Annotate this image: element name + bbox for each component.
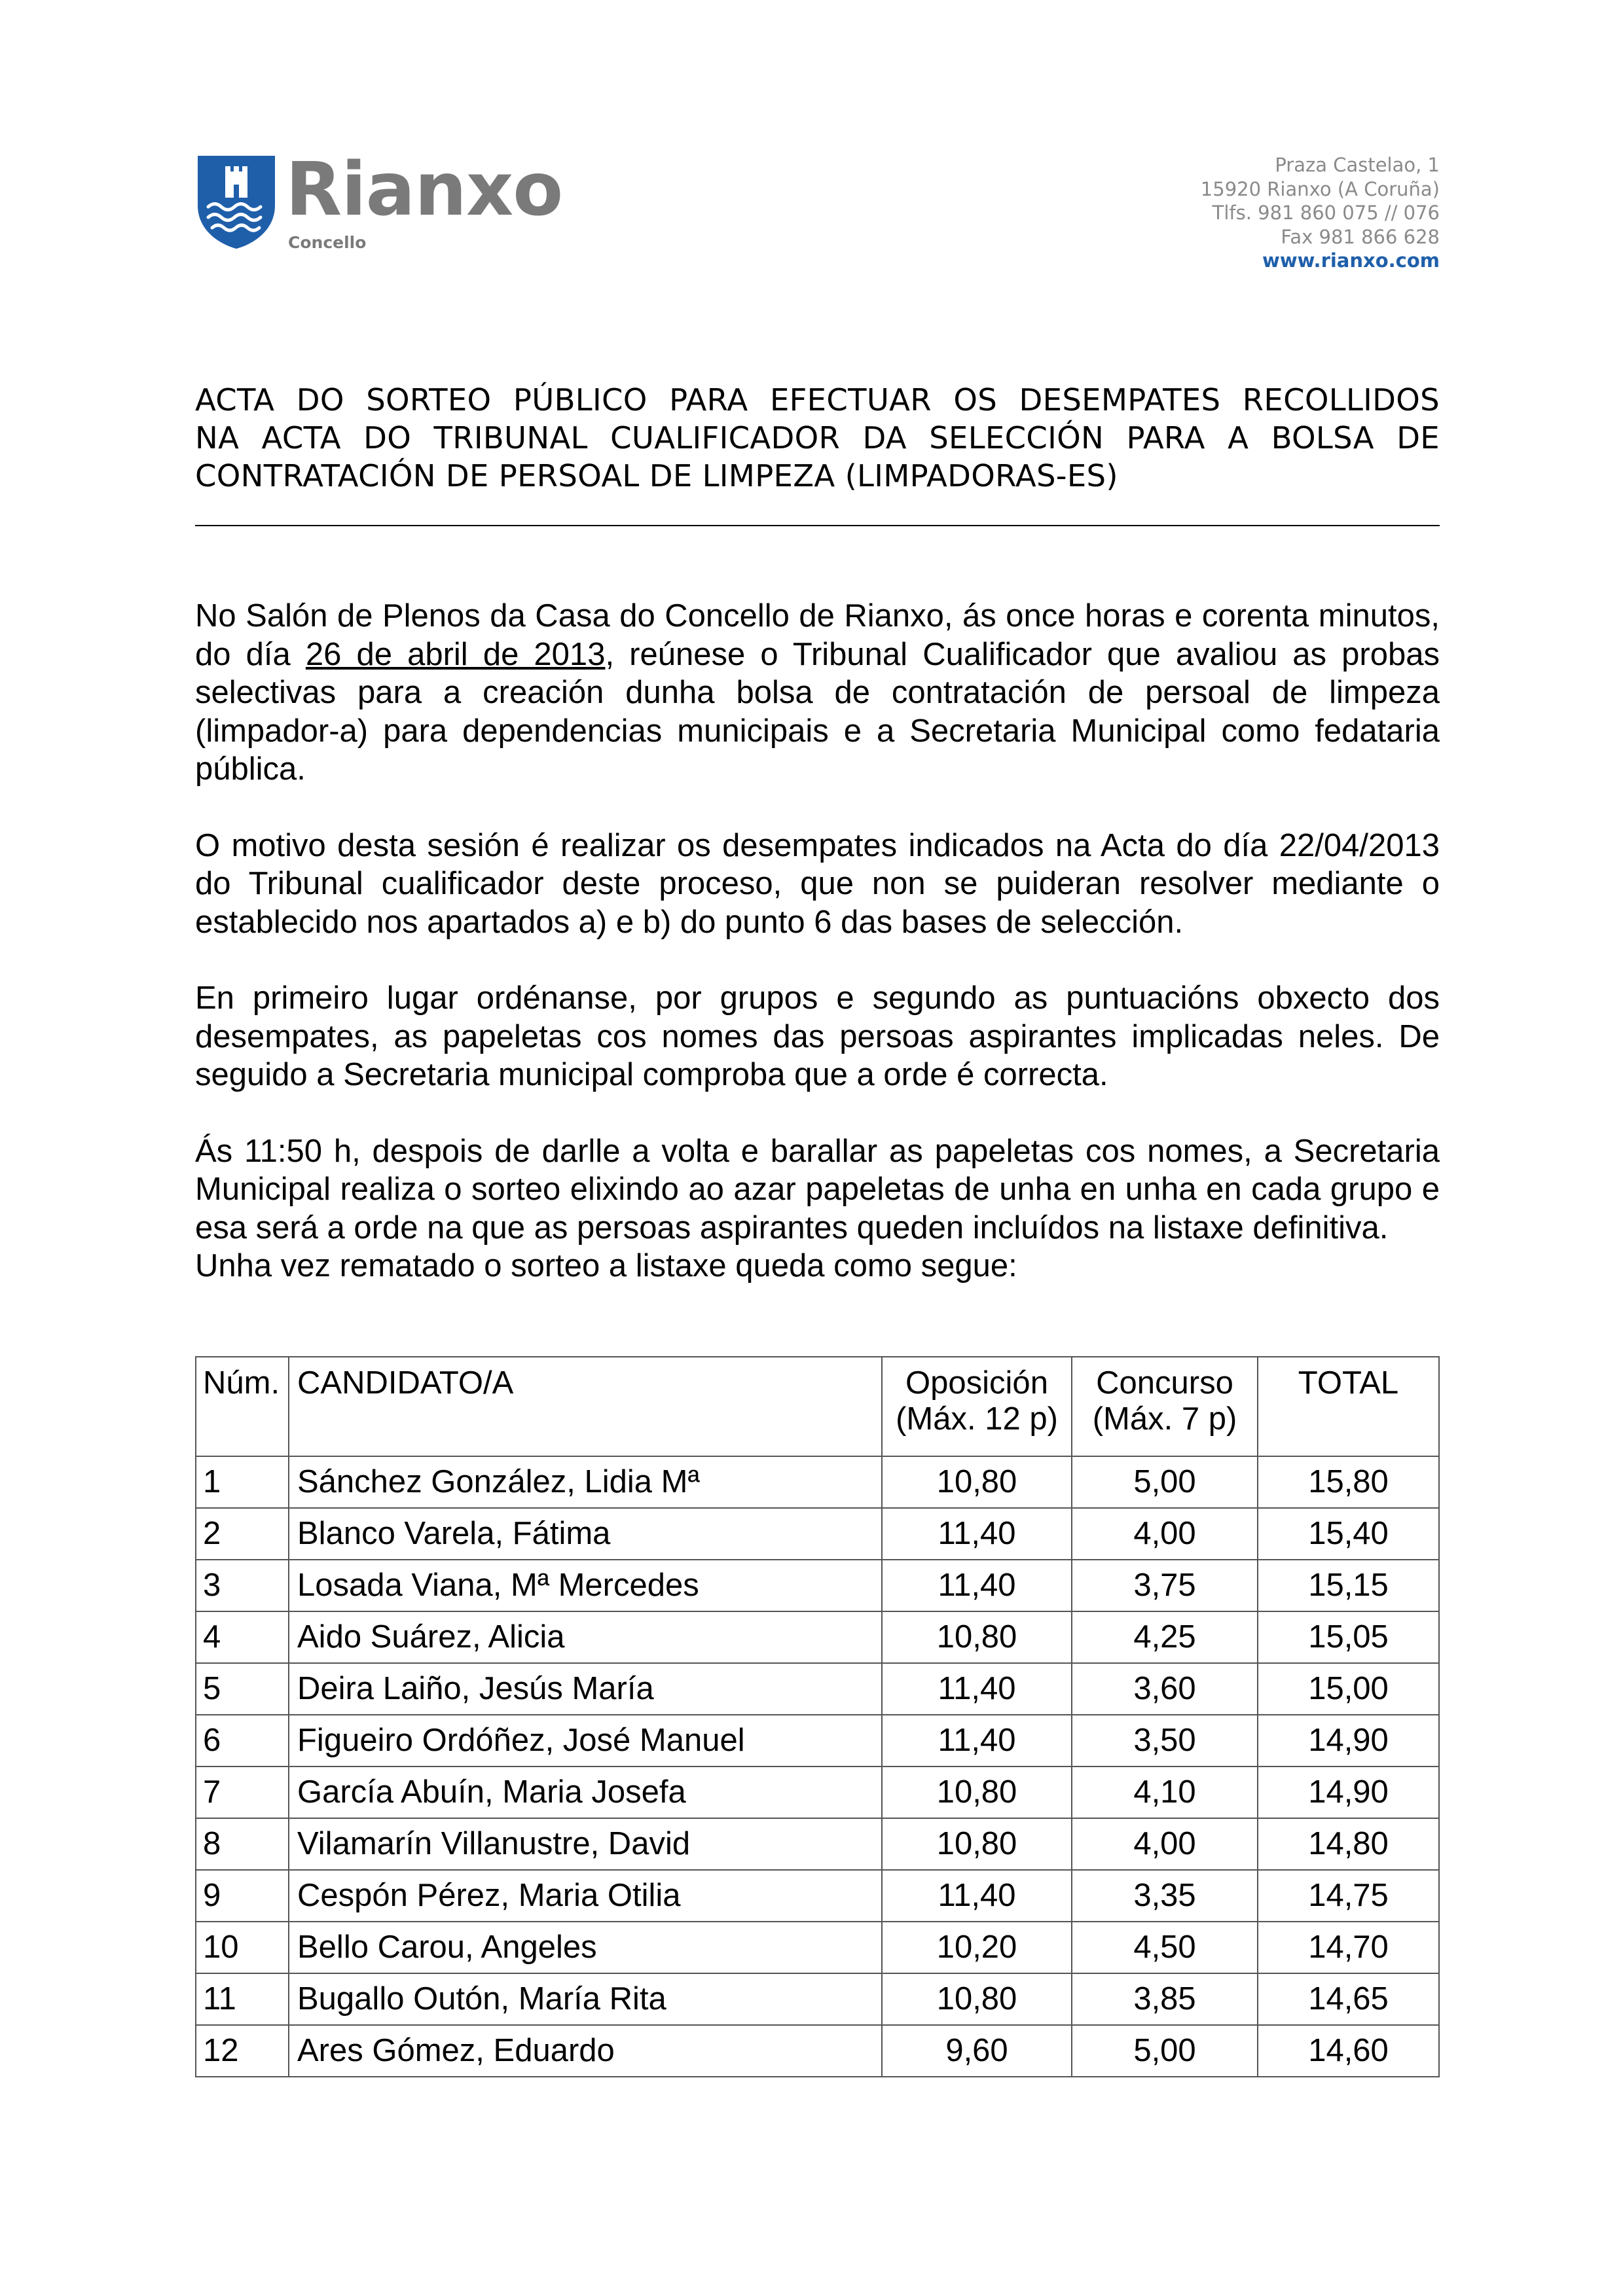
- cell-total: 14,90: [1258, 1767, 1439, 1818]
- document-title: [195, 381, 1440, 495]
- table-row: [196, 1870, 1439, 1922]
- logo-name: Rianxo: [285, 147, 563, 232]
- cell-oposicion: 10,80: [882, 1456, 1072, 1508]
- cell-candidate: Deira Laiño, Jesús María: [289, 1663, 882, 1715]
- cell-concurso: 5,00: [1072, 1456, 1258, 1508]
- table-row: [196, 1508, 1439, 1560]
- header-oposicion-max: (Máx. 12 p): [896, 1401, 1058, 1437]
- cell-concurso: 4,10: [1072, 1767, 1258, 1818]
- cell-concurso: 3,85: [1072, 1973, 1258, 2025]
- cell-total: 14,65: [1258, 1973, 1439, 2025]
- paragraph-1-start: No Salón de Plenos da Casa do Concello de Rianxo, ás once horas e corenta minutos, do día: [195, 598, 1440, 672]
- table-row: [196, 1560, 1439, 1611]
- cell-candidate: Sánchez González, Lidia Mª: [289, 1456, 882, 1508]
- cell-oposicion: 10,20: [882, 1922, 1072, 1973]
- title-divider: [195, 525, 1440, 526]
- header-oposicion-label: Oposición: [905, 1365, 1048, 1401]
- address-fax: Fax 981 866 628: [1281, 225, 1440, 248]
- cell-oposicion: 10,80: [882, 1767, 1072, 1818]
- cell-concurso: 4,00: [1072, 1508, 1258, 1560]
- cell-total: 15,80: [1258, 1456, 1439, 1508]
- session-date: 26 de abril de 2013: [305, 636, 606, 672]
- cell-oposicion: 11,40: [882, 1870, 1072, 1922]
- cell-oposicion: 11,40: [882, 1663, 1072, 1715]
- cell-candidate: Blanco Varela, Fátima: [289, 1508, 882, 1560]
- logo-subtitle: Concello: [288, 233, 367, 252]
- rianxo-shield-icon: [195, 152, 278, 250]
- cell-total: 15,05: [1258, 1611, 1439, 1663]
- cell-candidate: Aido Suárez, Alicia: [289, 1611, 882, 1663]
- cell-total: 14,60: [1258, 2025, 1439, 2077]
- cell-total: 15,00: [1258, 1663, 1439, 1715]
- cell-num: 1: [196, 1456, 289, 1508]
- table-row: [196, 1922, 1439, 1973]
- document-body: [195, 597, 1440, 1323]
- cell-candidate: Vilamarín Villanustre, David: [289, 1818, 882, 1870]
- table-row: [196, 1818, 1439, 1870]
- cell-concurso: 5,00: [1072, 2025, 1258, 2077]
- cell-num: 2: [196, 1508, 289, 1560]
- concello-logo: [195, 147, 563, 252]
- title-line-1: ACTA DO SORTEO PÚBLICO PARA EFECTUAR OS DESEMPATES RECOLLIDOS: [195, 382, 1440, 418]
- cell-concurso: 3,75: [1072, 1560, 1258, 1611]
- table-row: [196, 1715, 1439, 1767]
- cell-oposicion: 10,80: [882, 1611, 1072, 1663]
- title-line-2: NA ACTA DO TRIBUNAL CUALIFICADOR DA SELECCIÓN PARA A BOLSA DE: [195, 420, 1440, 456]
- header-concurso: [1072, 1357, 1258, 1456]
- address-street: Praza Castelao, 1: [1275, 154, 1440, 176]
- cell-concurso: 4,50: [1072, 1922, 1258, 1973]
- header-oposicion: [882, 1357, 1072, 1456]
- cell-total: 14,70: [1258, 1922, 1439, 1973]
- header-concurso-max: (Máx. 7 p): [1092, 1401, 1237, 1437]
- cell-candidate: Figueiro Ordóñez, José Manuel: [289, 1715, 882, 1767]
- cell-num: 3: [196, 1560, 289, 1611]
- paragraph-3: En primeiro lugar ordénanse, por grupos e segundo as puntuacións obxecto dos desempates, as papeletas cos nomes das persoas aspirantes implicadas neles. De seguido a Secretaria municipal comproba que a orde é correcta.: [195, 980, 1440, 1092]
- cell-num: 6: [196, 1715, 289, 1767]
- cell-oposicion: 11,40: [882, 1508, 1072, 1560]
- cell-oposicion: 11,40: [882, 1715, 1072, 1767]
- cell-num: 9: [196, 1870, 289, 1922]
- cell-num: 8: [196, 1818, 289, 1870]
- table-row: [196, 2025, 1439, 2077]
- website-link[interactable]: www.rianxo.com: [1262, 249, 1440, 272]
- cell-concurso: 4,00: [1072, 1818, 1258, 1870]
- table-row: [196, 1611, 1439, 1663]
- address-block: [1201, 153, 1440, 273]
- cell-total: 14,90: [1258, 1715, 1439, 1767]
- results-table: [195, 1356, 1440, 2077]
- table-row: [196, 1973, 1439, 2025]
- title-line-3: CONTRATACIÓN DE PERSOAL DE LIMPEZA (LIMPADORAS-ES): [195, 458, 1118, 493]
- cell-oposicion: 10,80: [882, 1818, 1072, 1870]
- paragraph-5: Unha vez rematado o sorteo a listaxe queda como segue:: [195, 1248, 1017, 1283]
- cell-num: 4: [196, 1611, 289, 1663]
- cell-concurso: 3,35: [1072, 1870, 1258, 1922]
- address-city: 15920 Rianxo (A Coruña): [1200, 177, 1440, 200]
- cell-oposicion: 10,80: [882, 1973, 1072, 2025]
- cell-candidate: Cespón Pérez, Maria Otilia: [289, 1870, 882, 1922]
- address-phones: Tlfs. 981 860 075 // 076: [1212, 202, 1440, 224]
- paragraph-1-end: , reúnese o Tribunal Cualificador que avaliou as probas selectivas para a creación dunha bolsa de contratación de persoal de limpeza (limpador-a) para dependencias municipais e a Secretaria Municipal como fedataria pública.: [195, 636, 1440, 787]
- cell-concurso: 3,60: [1072, 1663, 1258, 1715]
- table-row: [196, 1456, 1439, 1508]
- cell-num: 5: [196, 1663, 289, 1715]
- cell-candidate: Bugallo Outón, María Rita: [289, 1973, 882, 2025]
- cell-concurso: 3,50: [1072, 1715, 1258, 1767]
- cell-total: 15,40: [1258, 1508, 1439, 1560]
- table-row: [196, 1663, 1439, 1715]
- cell-concurso: 4,25: [1072, 1611, 1258, 1663]
- cell-candidate: García Abuín, Maria Josefa: [289, 1767, 882, 1818]
- cell-num: 7: [196, 1767, 289, 1818]
- cell-oposicion: 9,60: [882, 2025, 1072, 2077]
- cell-total: 14,80: [1258, 1818, 1439, 1870]
- cell-candidate: Losada Viana, Mª Mercedes: [289, 1560, 882, 1611]
- paragraph-2: O motivo desta sesión é realizar os desempates indicados na Acta do día 22/04/2013 do Tribunal cualificador deste proceso, que non se puideran resolver mediante o establecido nos apartados a) e b) do punto 6 das bases de selección.: [195, 827, 1440, 940]
- header-num: Núm.: [196, 1357, 289, 1456]
- cell-num: 10: [196, 1922, 289, 1973]
- paragraph-4: Ás 11:50 h, despois de darlle a volta e barallar as papeletas cos nomes, a Secretaria Municipal realiza o sorteo elixindo ao azar papeletas de unha en unha en cada grupo e esa será a orde na que as persoas aspirantes queden incluídos na listaxe definitiva.: [195, 1133, 1440, 1246]
- cell-num: 11: [196, 1973, 289, 2025]
- cell-oposicion: 11,40: [882, 1560, 1072, 1611]
- header-concurso-label: Concurso: [1096, 1365, 1233, 1401]
- cell-candidate: Ares Gómez, Eduardo: [289, 2025, 882, 2077]
- cell-num: 12: [196, 2025, 289, 2077]
- table-row: [196, 1767, 1439, 1818]
- header-candidate: CANDIDATO/A: [289, 1357, 882, 1456]
- cell-total: 14,75: [1258, 1870, 1439, 1922]
- cell-candidate: Bello Carou, Angeles: [289, 1922, 882, 1973]
- header-total: TOTAL: [1258, 1357, 1439, 1456]
- table-header-row: [196, 1357, 1439, 1456]
- cell-total: 15,15: [1258, 1560, 1439, 1611]
- paragraph-1: [195, 597, 1440, 789]
